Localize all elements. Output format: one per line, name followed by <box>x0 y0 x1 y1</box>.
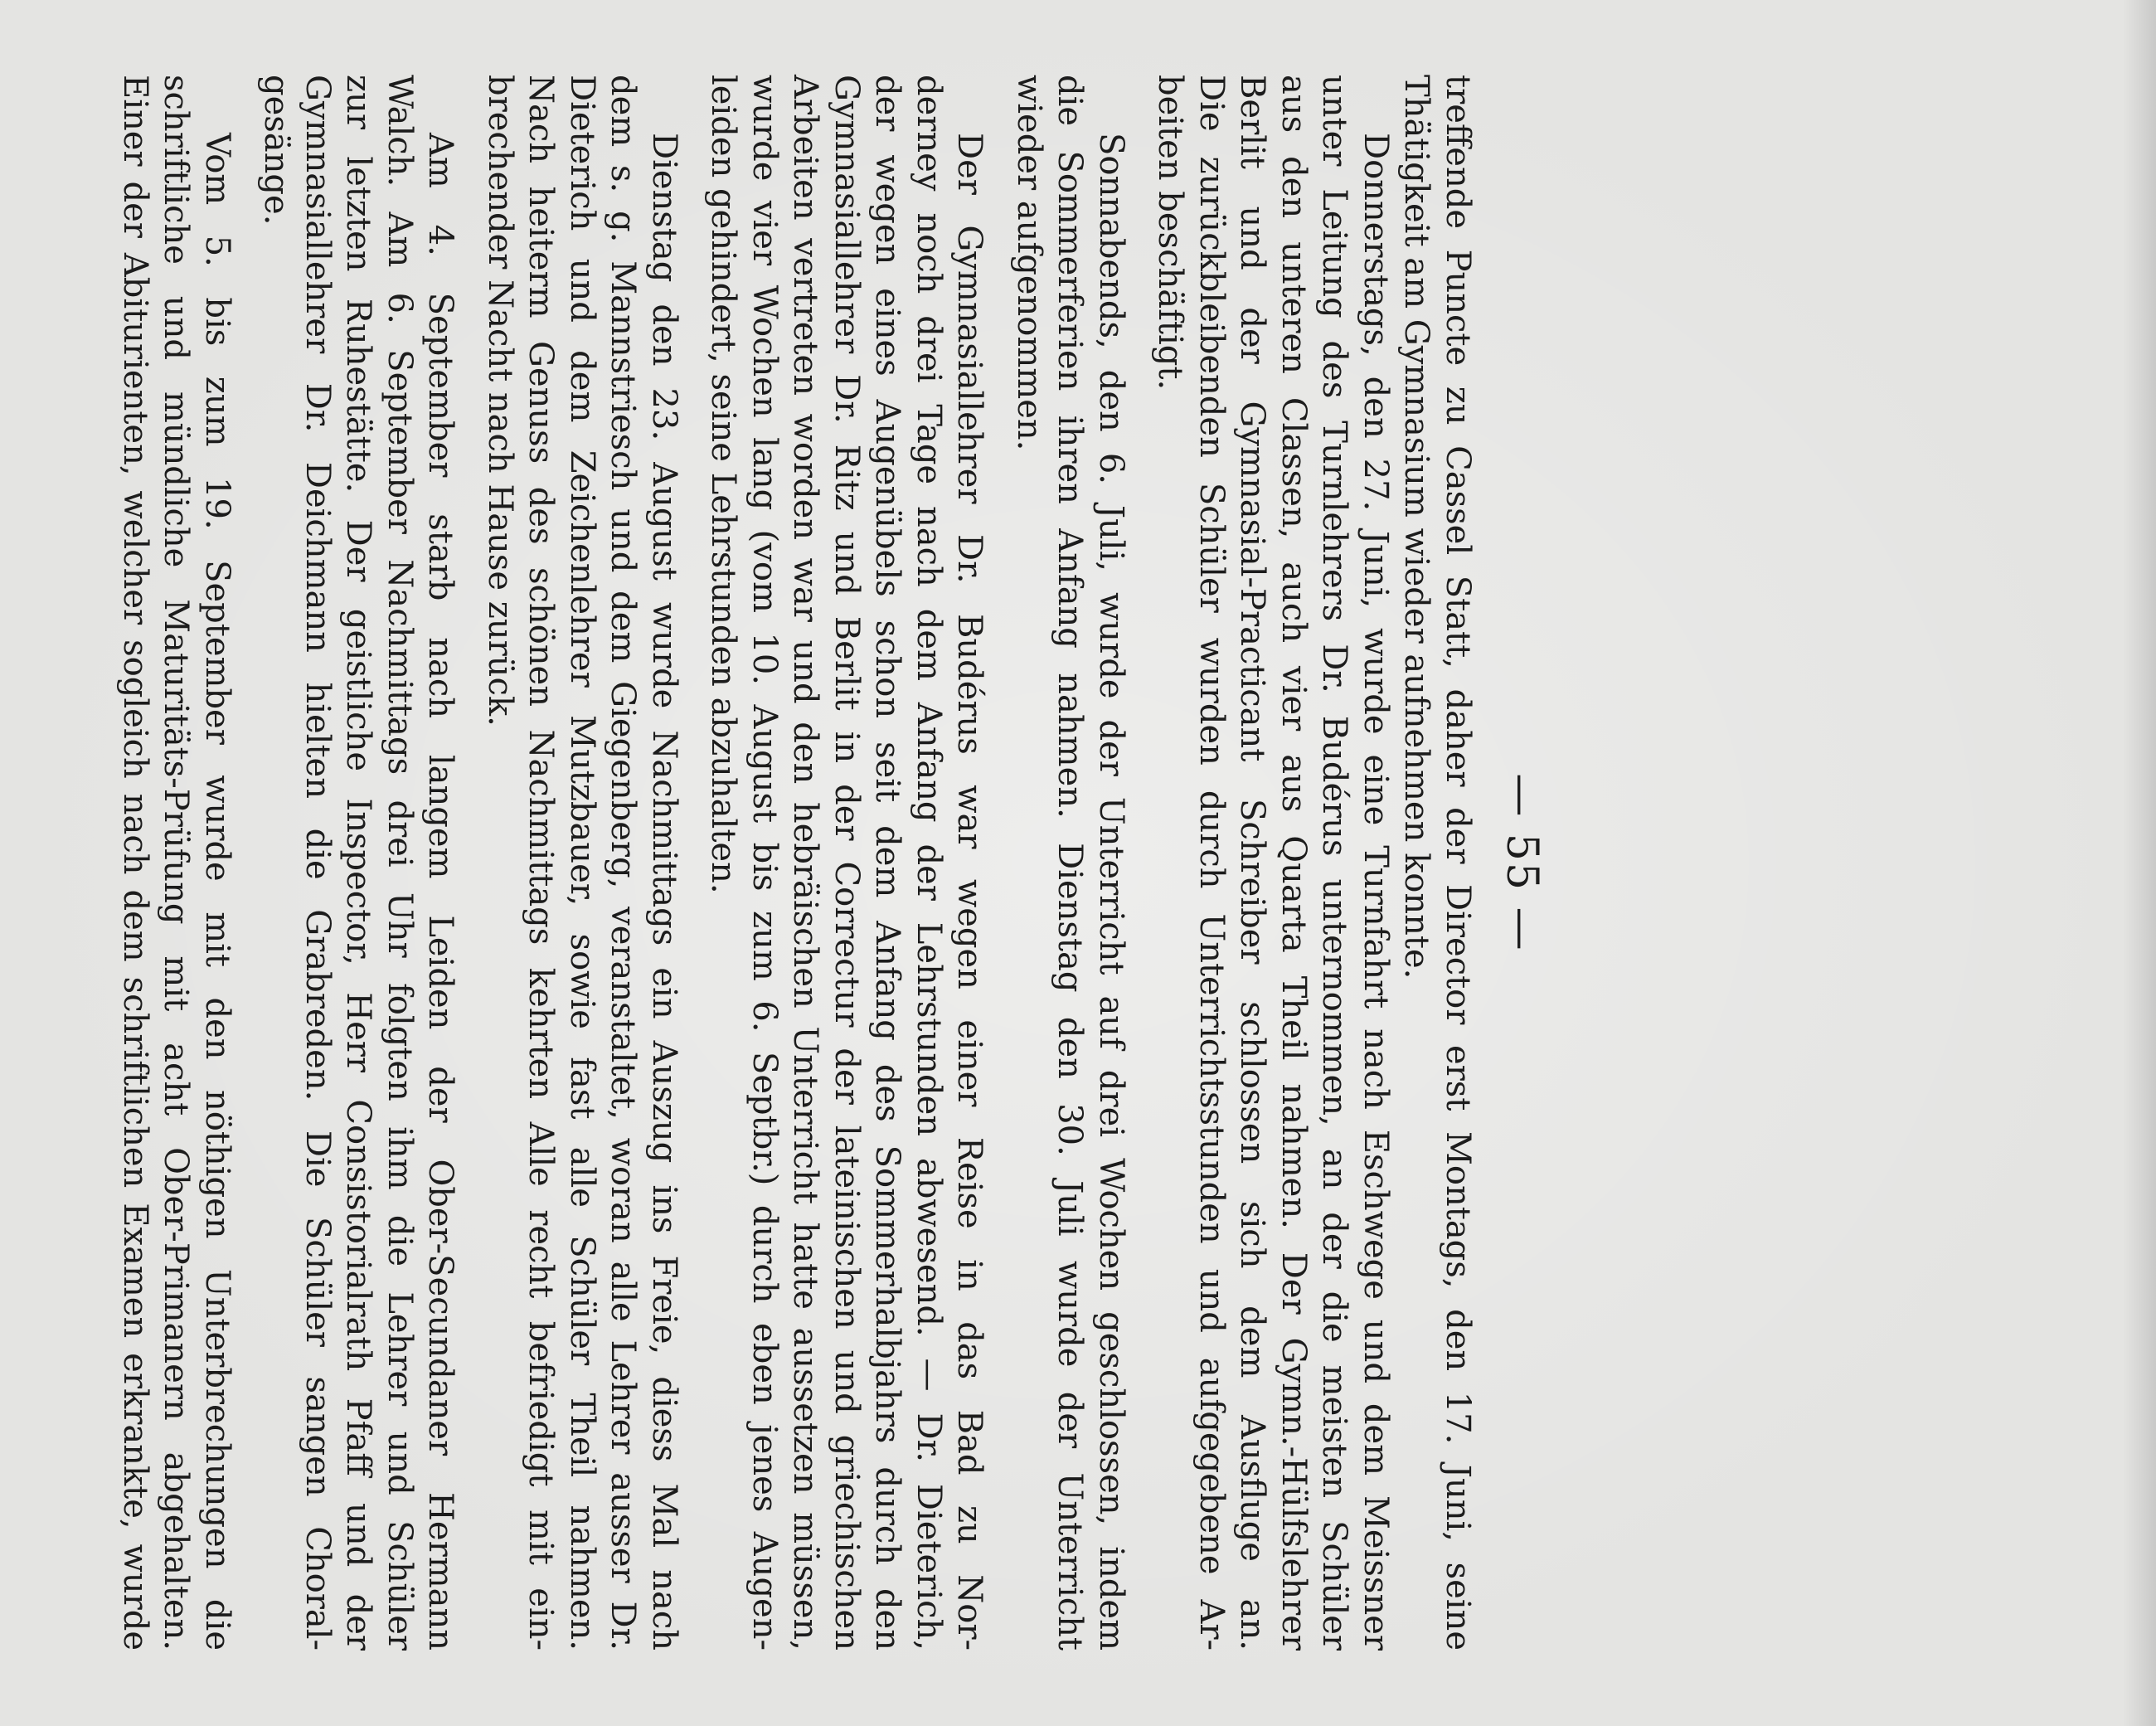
paragraph <box>255 75 461 1651</box>
paragraph <box>702 75 990 1651</box>
text-line: Am 4. September starb nach langem Leiden der Ober-Secundaner Hermann <box>421 133 460 1651</box>
text-line: Gymnasiallehrer Dr. Deichmann hielten die Grabreden. Die Schüler sangen Choral- <box>299 75 337 1651</box>
paragraph <box>1008 75 1132 1651</box>
rotated-book-page <box>116 75 1551 1651</box>
text-line: Einer der Abiturienten, welcher sogleich nach dem schriftlichen Examen erkrankte, wurde <box>116 75 154 1651</box>
paragraph-gap <box>684 75 702 1651</box>
text-line: leiden gehindert, seine Lehrstunden abzuhalten. <box>704 75 743 894</box>
text-line: Berlit und der Gymnasial-Practicant Schreiber schlossen sich dem Ausfluge an. <box>1233 75 1272 1651</box>
paragraph <box>479 75 685 1651</box>
paragraph <box>1149 75 1396 1651</box>
text-line: derney noch drei Tage nach dem Anfang der Lehrstunden abwesend. — Dr. Dieterich, <box>910 75 948 1651</box>
text-line: Vom 5. bis zum 19. September wurde mit den nöthigen Unterbrechungen die <box>198 133 236 1651</box>
paragraph-gap <box>461 75 479 1651</box>
text-line: Donnerstags, den 27. Juni, wurde eine Turnfahrt nach Eschwege und dem Meissner <box>1357 133 1395 1651</box>
text-line: Walch. Am 6. September Nachmittags drei Uhr folgten ihm die Lehrer und Schüler <box>381 75 419 1651</box>
text-line: Der Gymnasiallehrer Dr. Budérus war wegen einer Reise in das Bad zu Nor- <box>950 133 989 1651</box>
text-line: treffende Puncte zu Cassel Statt, daher der Director erst Montags, den 17. Juni, seine <box>1439 75 1477 1651</box>
text-line: gesänge. <box>257 75 296 226</box>
text-line: wieder aufgenommen. <box>1010 75 1048 451</box>
text-line: aus den unteren Classen, auch vier aus Quarta Theil nahmen. Der Gymn.-Hülfslehrer <box>1275 75 1313 1651</box>
page-body <box>114 75 1479 1651</box>
page-number: — 55 — <box>1497 773 1547 952</box>
text-line: wurde vier Wochen lang (vom 10. August bis zum 6. Septbr.) durch eben jenes Augen- <box>745 75 784 1651</box>
text-line: Nach heiterm Genuss des schönen Nachmittags kehrten Alle recht befriedigt mit ein- <box>522 75 561 1651</box>
paragraph <box>114 75 238 1651</box>
text-line: Dieterich und dem Zeichenlehrer Mutzbauer, sowie fast alle Schüler Theil nahmen. <box>563 75 601 1651</box>
text-line: Thätigkeit am Gymnasium wieder aufnehmen konnte. <box>1397 75 1436 980</box>
text-line: dem s. g. Mannstriesch und dem Giegenberg, veranstaltet, woran alle Lehrer ausser Dr. <box>604 75 643 1651</box>
text-line: die Sommerferien ihren Anfang nahmen. Dienstag den 30. Juli wurde der Unterricht <box>1051 75 1090 1651</box>
paragraph-gap <box>1131 75 1149 1651</box>
text-line: Gymnasiallehrer Dr. Ritz und Berlit in der Correctur der lateinischen und griechischen <box>828 75 866 1651</box>
text-line: beiten beschäftigt. <box>1151 75 1190 391</box>
text-line: unter Leitung des Turnlehrers Dr. Budérus unternommen, an der die meisten Schüler <box>1315 75 1354 1651</box>
text-line: Arbeiten vertreten worden war und den hebräischen Unterricht hatte aussetzen müssen, <box>786 75 825 1651</box>
text-line: Dienstag den 23. August wurde Nachmittags ein Auszug ins Freie, diess Mal nach <box>645 133 683 1651</box>
paragraph-gap <box>990 75 1008 1651</box>
text-line: Die zurückbleibenden Schüler wurden durch Unterrichtsstunden und aufgegebene Ar- <box>1192 75 1231 1651</box>
text-line: der wegen eines Augenübels schon seit dem Anfang des Sommerhalbjahrs durch den <box>868 75 907 1651</box>
text-line: zur letzten Ruhestätte. Der geistliche Inspector, Herr Consistorialrath Pfaff und der <box>339 75 378 1651</box>
text-line: brechender Nacht nach Hause zurück. <box>481 75 519 727</box>
text-line: schriftliche und mündliche Maturitäts-Prüfung mit acht Ober-Primanern abgehalten. <box>157 75 196 1651</box>
paragraph-gap <box>237 75 255 1651</box>
paragraph <box>1396 75 1478 1651</box>
text-line: Sonnabends, den 6. Juli, wurde der Unterricht auf drei Wochen geschlossen, indem <box>1092 133 1130 1651</box>
scan-edge-shadow <box>2123 0 2156 1726</box>
